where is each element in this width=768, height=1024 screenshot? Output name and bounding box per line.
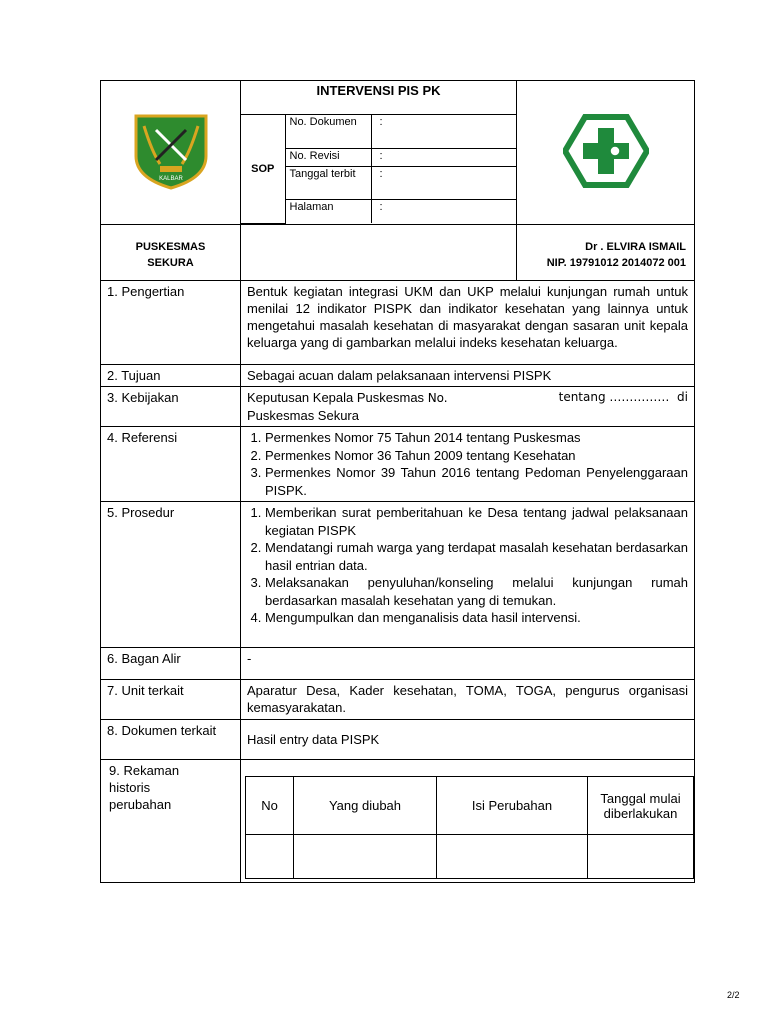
label-dokumen-terkait: 8. Dokumen terkait — [101, 720, 241, 760]
puskesmas-logo-icon — [563, 114, 649, 188]
referensi-item: 3. Permenkes Nomor 39 Tahun 2016 tentang Pedoman Penyelenggaraan PISPK. — [265, 464, 688, 499]
prosedur-item: 4. Mengumpulkan dan menganalisis data hasil intervensi. — [265, 609, 688, 627]
history-cell — [588, 835, 694, 879]
history-header-tanggal: Tanggal mulai diberlakukan — [588, 777, 694, 835]
meta-value-tanggal-terbit: : — [371, 166, 516, 199]
prosedur-item: 1. Memberikan surat pemberitahuan ke Desa tentang jadwal pelaksanaan kegiatan PISPK — [265, 504, 688, 539]
content-bagan-alir: - — [241, 648, 695, 680]
label-kebijakan: 3. Kebijakan — [101, 387, 241, 427]
history-cell — [294, 835, 437, 879]
prosedur-item: 2. Mendatangi rumah warga yang terdapat masalah kesehatan berdasarkan hasil entrian data. — [265, 539, 688, 574]
content-pengertian: Bentuk kegiatan integrasi UKM dan UKP melalui kunjungan rumah untuk menilai 12 indikator PISPK dan indikator kesehatan yang lainnya untuk mengetahui masalah kesehatan di masyarakat dengan sasaran unit kepala keluarga yang di gambarkan melalui indeks kesehatan keluarga. — [241, 281, 695, 365]
label-unit-terkait: 7. Unit terkait — [101, 680, 241, 720]
puskesmas-logo-cell — [517, 81, 695, 225]
content-referensi — [241, 427, 695, 502]
referensi-item: 1. Permenkes Nomor 75 Tahun 2014 tentang Puskesmas — [265, 429, 688, 447]
history-header-isi-perubahan: Isi Perubahan — [437, 777, 588, 835]
meta-value-no-revisi: : — [371, 148, 516, 166]
label-bagan-alir: 6. Bagan Alir — [101, 648, 241, 680]
sop-label: SOP — [241, 115, 285, 223]
history-table — [245, 776, 694, 879]
referensi-item: 2. Permenkes Nomor 36 Tahun 2009 tentang Kesehatan — [265, 447, 688, 465]
content-kebijakan: Keputusan Kepala Puskesmas No. tentang …………… di Puskesmas Sekura — [241, 387, 695, 427]
label-referensi: 4. Referensi — [101, 427, 241, 502]
history-header-yang-diubah: Yang diubah — [294, 777, 437, 835]
label-tujuan: 2. Tujuan — [101, 365, 241, 387]
title-and-meta-cell — [241, 81, 517, 225]
history-cell — [246, 835, 294, 879]
empty-signature-cell — [241, 225, 517, 281]
label-rekaman-historis: 9. Rekaman historis perubahan — [101, 760, 241, 883]
regional-emblem-icon — [130, 112, 212, 190]
document-title: INTERVENSI PIS PK — [241, 81, 516, 115]
content-unit-terkait: Aparatur Desa, Kader kesehatan, TOMA, TOGA, pengurus organisasi kemasyarakatan. — [241, 680, 695, 720]
meta-value-halaman: : — [371, 199, 516, 223]
organization-name: PUSKESMAS SEKURA — [101, 225, 241, 281]
label-prosedur: 5. Prosedur — [101, 502, 241, 648]
sop-document-table — [100, 80, 695, 883]
svg-text:KALBAR: KALBAR — [158, 176, 183, 182]
meta-label-no-dokumen: No. Dokumen — [285, 115, 371, 148]
meta-label-halaman: Halaman — [285, 199, 371, 223]
history-cell — [437, 835, 588, 879]
meta-label-tanggal-terbit: Tanggal terbit — [285, 166, 371, 199]
label-pengertian: 1. Pengertian — [101, 281, 241, 365]
page-number: 2/2 — [727, 990, 740, 1000]
head-signature: Dr . ELVIRA ISMAIL NIP. 19791012 2014072 001 — [517, 225, 695, 281]
content-rekaman-historis — [241, 760, 695, 883]
prosedur-item: 3. Melaksanakan penyuluhan/konseling melalui kunjungan rumah berdasarkan masalah kesehatan yang di temukan. — [265, 574, 688, 609]
meta-label-no-revisi: No. Revisi — [285, 148, 371, 166]
content-dokumen-terkait: Hasil entry data PISPK — [241, 720, 695, 760]
content-prosedur — [241, 502, 695, 648]
history-header-no: No — [246, 777, 294, 835]
document-meta-table — [241, 115, 516, 224]
meta-value-no-dokumen: : — [371, 115, 516, 148]
regional-logo-cell — [101, 81, 241, 225]
content-tujuan: Sebagai acuan dalam pelaksanaan intervensi PISPK — [241, 365, 695, 387]
